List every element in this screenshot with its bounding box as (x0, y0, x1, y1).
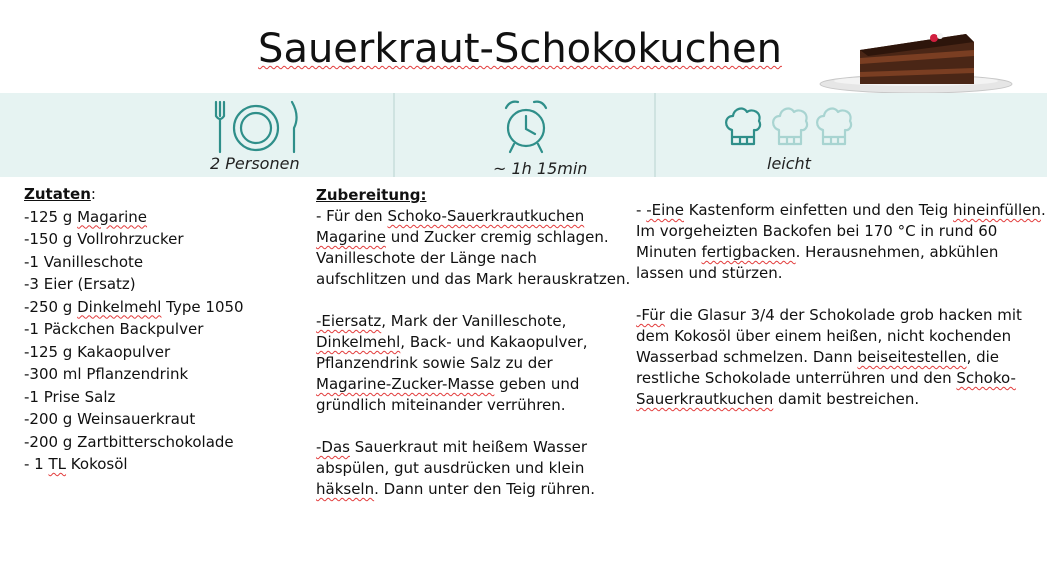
alarm-clock-icon (500, 96, 552, 156)
ingredients-heading-text: Zutaten (24, 185, 91, 203)
ingredients-heading: Zutaten: (24, 185, 96, 203)
band-divider-2 (654, 93, 656, 177)
info-band (0, 93, 1047, 177)
ingredient-item: -300 ml Pflanzendrink (24, 365, 189, 383)
ingredient-item: -150 g Vollrohrzucker (24, 230, 184, 248)
ingredient-item: -125 g Magarine (24, 207, 148, 226)
prep-step-1: - Für den Schoko-Sauerkrautkuchen Magarine und Zucker cremig schlagen. Vanilleschote der Länge nach aufschlitzen und das Mark herauskratzen. (316, 207, 631, 288)
ingredient-item: -1 Päckchen Backpulver (24, 320, 204, 338)
ingredient-item: -250 g Dinkelmehl Type 1050 (24, 297, 244, 316)
prep-step-5: -Für die Glasur 3/4 der Schokolade grob hacken mit dem Kokosöl über einem heißen, nicht kochenden Wasserbad schmelzen. Dann beiseitestellen, die restliche Schokolade unterrühren und den Schoko-Sauerkrautkuchen damit bestreichen. (636, 306, 1022, 408)
ingredient-item: -125 g Kakaopulver (24, 342, 171, 361)
ingredient-item: -1 Prise Salz (24, 387, 116, 406)
recipe-title-text: Sauerkraut-Schokokuchen (258, 26, 782, 72)
ingredient-item: -3 Eier (Ersatz) (24, 275, 136, 293)
ingredient-item: -1 Vanilleschote (24, 252, 144, 271)
band-divider-1 (393, 93, 395, 177)
ingredients-section (24, 183, 294, 476)
chef-hat-icon-3 (813, 104, 855, 148)
ingredient-item: -200 g Weinsauerkraut (24, 410, 196, 428)
ingredient-item: - 1 TL Kokosöl (24, 455, 128, 473)
ingredient-item: -200 g Zartbitterschokolade (24, 432, 234, 451)
prep-step-3: -Das Sauerkraut mit heißem Wasser abspülen, gut ausdrücken und klein häkseln. Dann unter den Teig rühren. (316, 438, 596, 498)
preparation-heading: Zubereitung: (316, 186, 427, 204)
chef-hat-icon-1 (722, 104, 764, 148)
prep-step-4: - -Eine Kastenform einfetten und den Teig hineinfüllen. Im vorgeheizten Backofen bei 170 °C in rund 60 Minuten fertigbacken. Herausnehmen, abkühlen lassen und stürzen. (636, 201, 1046, 282)
chef-hat-icon-2 (769, 104, 811, 148)
preparation-column-2 (636, 200, 1046, 410)
servings-label: 2 Personen (210, 154, 300, 173)
ingredient-list (24, 206, 294, 476)
preparation-column-1 (316, 185, 631, 500)
difficulty-label: leicht (767, 154, 811, 173)
plate-cutlery-icon (208, 98, 304, 154)
cake-image (816, 22, 1016, 94)
time-label: ~ 1h 15min (493, 159, 588, 178)
prep-step-2: -Eiersatz, Mark der Vanilleschote, Dinkelmehl, Back- und Kakaopulver, Pflanzendrink sowie Salz zu der Magarine-Zucker-Masse geben und gründlich miteinander verrühren. (316, 312, 588, 414)
